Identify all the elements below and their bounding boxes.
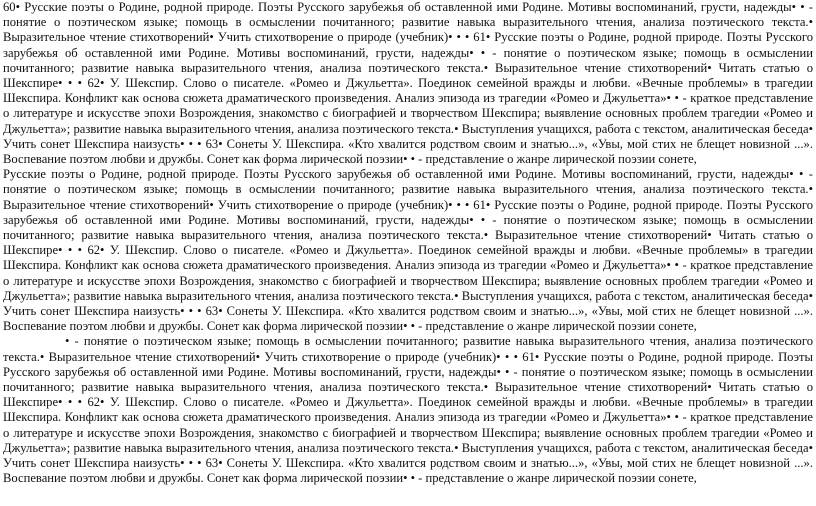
paragraph-2: Русские поэты о Родине, родной природе. Поэты Русского зарубежья об оставленной ими Родине. Мотивы воспоминаний, грусти, надежды• • - понятие о поэтическом языке; помощь в осмыслении почитанного; развитие навыка выразительного чтения, анализа поэтического текста.• Выразительное чтение стихотворений• Учить стихотворение о природе (учебник)• • • 61• Русские поэты о Родине, родной природе. Поэты Русского зарубежья об оставленной ими Родине. Мотивы воспоминаний, грусти, надежды• • - понятие о поэтическом языке; помощь в осмыслении почитанного; развитие навыка выразительного чтения, анализа поэтического текста.• Выразительное чтение стихотворений• Читать статью о Шекспире• • • 62• У. Шекспир. Слово о писателе. «Ромео и Джульетта». Поединок семейной вражды и любви. «Вечные проблемы» в трагедии Шекспира. Конфликт как основа сюжета драматического произведения. Анализ эпизода из трагедии «Ромео и Джульетта»• • - краткое представление о литературе и искусстве эпохи Возрождения, знакомство с биографией и творчеством Шекспира; выявление основных проблем трагедии «Ромео и Джульетта»; развитие навыка выразительного чтения, анализа поэтического текста.• Выступления учащихся, работа с текстом, аналитическая беседа• Учить сонет Шекспира наизусть• • • 63• Сонеты У. Шекспира. «Кто хвалится родством своим и знатью...», «Увы, мой стих не блещет новизной ...». Воспевание поэтом любви и дружбы. Сонет как форма лирической поэзии• • - представление о жанре лирической поэзии сонете, (3, 167, 813, 334)
paragraph-3: • - понятие о поэтическом языке; помощь в осмыслении почитанного; развитие навыка выразительного чтения, анализа поэтического текста.• Выразительное чтение стихотворений• Учить стихотворение о природе (учебник)• • • 61• Русские поэты о Родине, родной природе. Поэты Русского зарубежья об оставленной ими Родине. Мотивы воспоминаний, грусти, надежды• • - понятие о поэтическом языке; помощь в осмыслении почитанного; развитие навыка выразительного чтения, анализа поэтического текста.• Выразительное чтение стихотворений• Читать статью о Шекспире• • • 62• У. Шекспир. Слово о писателе. «Ромео и Джульетта». Поединок семейной вражды и любви. «Вечные проблемы» в трагедии Шекспира. Конфликт как основа сюжета драматического произведения. Анализ эпизода из трагедии «Ромео и Джульетта»• • - краткое представление о литературе и искусстве эпохи Возрождения, знакомство с биографией и творчеством Шекспира; выявление основных проблем трагедии «Ромео и Джульетта»; развитие навыка выразительного чтения, анализа поэтического текста.• Выступления учащихся, работа с текстом, аналитическая беседа• Учить сонет Шекспира наизусть• • • 63• Сонеты У. Шекспира. «Кто хвалится родством своим и знатью...», «Увы, мой стих не блещет новизной ...». Воспевание поэтом любви и дружбы. Сонет как форма лирической поэзии• • - представление о жанре лирической поэзии сонете, (3, 334, 813, 486)
paragraph-1: 60• Русские поэты о Родине, родной природе. Поэты Русского зарубежья об оставленной ими Родине. Мотивы воспоминаний, грусти, надежды• • - понятие о поэтическом языке; помощь в осмыслении почитанного; развитие навыка выразительного чтения, анализа поэтического текста.• Выразительное чтение стихотворений• Учить стихотворение о природе (учебник)• • • 61• Русские поэты о Родине, родной природе. Поэты Русского зарубежья об оставленной ими Родине. Мотивы воспоминаний, грусти, надежды• • - понятие о поэтическом языке; помощь в осмыслении почитанного; развитие навыка выразительного чтения, анализа поэтического текста.• Выразительное чтение стихотворений• Читать статью о Шекспире• • • 62• У. Шекспир. Слово о писателе. «Ромео и Джульетта». Поединок семейной вражды и любви. «Вечные проблемы» в трагедии Шекспира. Конфликт как основа сюжета драматического произведения. Анализ эпизода из трагедии «Ромео и Джульетта»• • - краткое представление о литературе и искусстве эпохи Возрождения, знакомство с биографией и творчеством Шекспира; выявление основных проблем трагедии «Ромео и Джульетта»; развитие навыка выразительного чтения, анализа поэтического текста.• Выступления учащихся, работа с текстом, аналитическая беседа• Учить сонет Шекспира наизусть• • • 63• Сонеты У. Шекспира. «Кто хвалится родством своим и знатью...», «Увы, мой стих не блещет новизной ...». Воспевание поэтом любви и дружбы. Сонет как форма лирической поэзии• • - представление о жанре лирической поэзии сонете, (3, 0, 813, 167)
